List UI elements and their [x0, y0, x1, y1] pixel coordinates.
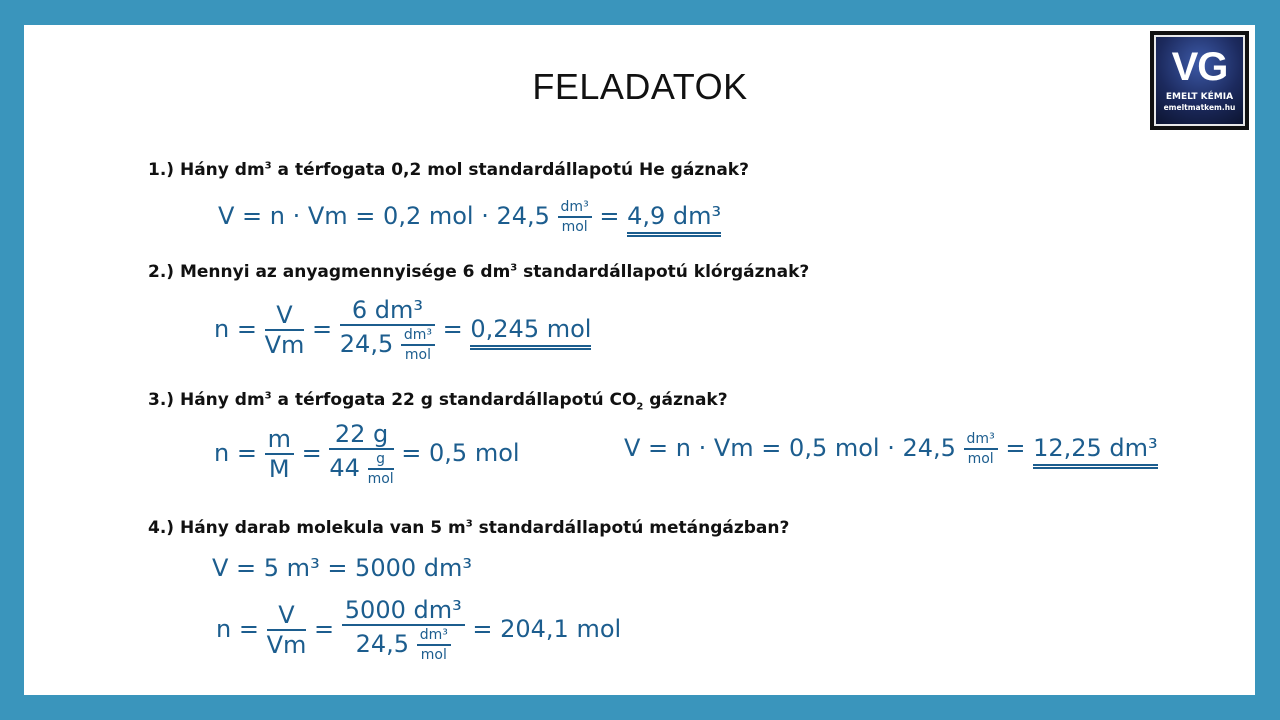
fraction-m-M: $\frac{m}{M}$: [265, 427, 294, 481]
fraction-calc: 6 dm³ 24,5 $\frac{\text{dm³}}{\text{mol}}$: [340, 298, 435, 362]
logo-badge: [1154, 35, 1245, 126]
solution-3b: V = n · Vm = 0,5 mol · 24,5 $\frac{\text{dm³}}{\text{mol}}$ = 12,25 dm³: [624, 431, 1158, 467]
fraction-v-vm: $\frac{V}{Vm}$: [264, 301, 305, 359]
solution-4b: n = $\frac{V}{Vm}$ = 5000 dm³ 24,5 $\frac{\text{dm³}}{\text{mol}}$ = 204,1 mol: [216, 596, 622, 663]
logo-mark: VG: [1171, 45, 1228, 89]
logo-subtitle: EMELT KÉMIA: [1165, 92, 1234, 102]
answer-3: 12,25 dm³: [1033, 434, 1158, 469]
question-4: 4.) Hány darab molekula van 5 $m^3$ standardállapotú metángázban?: [148, 518, 790, 538]
fraction-volume: 5000 dm³ 24,5 $\frac{\text{dm³}}{\text{mol}}$: [342, 598, 465, 662]
channel-logo: [1150, 31, 1249, 130]
answer-2: 0,245 mol: [470, 315, 591, 350]
unit-fraction: $\frac{\text{dm³}}{\text{mol}}$: [964, 432, 998, 466]
page-title: FELADATOK: [532, 66, 748, 107]
solution-4a: V = 5 m³ = 5000 dm³: [212, 554, 472, 582]
logo-url: emeltmatkem.hu: [1163, 103, 1236, 112]
question-1: 1.) Hány $dm^3$ a térfogata 0,2 mol standardállapotú He gáznak?: [148, 160, 749, 180]
question-3: 3.) Hány $dm^3$ a térfogata 22 g standardállapotú $CO_2$ gáznak?: [148, 390, 728, 413]
solution-1: V = n · Vm = 0,2 mol · 24,5 $\frac{\text{dm³}}{\text{mol}}$ = 4,9 dm³: [218, 199, 722, 235]
question-2: 2.) Mennyi az anyagmennyisége 6 $dm^3$ standardállapotú klórgáznak?: [148, 262, 810, 282]
worksheet-page: [24, 25, 1255, 695]
answer-1: 4,9 dm³: [627, 202, 721, 237]
fraction-mass: 22 g 44 $\frac{g}{\text{mol}}$: [329, 420, 394, 487]
solution-3a: n = $\frac{m}{M}$ = 22 g 44 $\frac{g}{\text{mol}}$ = 0,5 mol: [214, 420, 520, 487]
unit-fraction: $\frac{\text{dm³}}{\text{mol}}$: [558, 200, 592, 234]
fraction-v-vm: $\frac{V}{Vm}$: [266, 601, 307, 659]
solution-2: n = $\frac{V}{Vm}$ = 6 dm³ 24,5 $\frac{\text{dm³}}{\text{mol}}$ = 0,245 mol: [214, 296, 592, 363]
